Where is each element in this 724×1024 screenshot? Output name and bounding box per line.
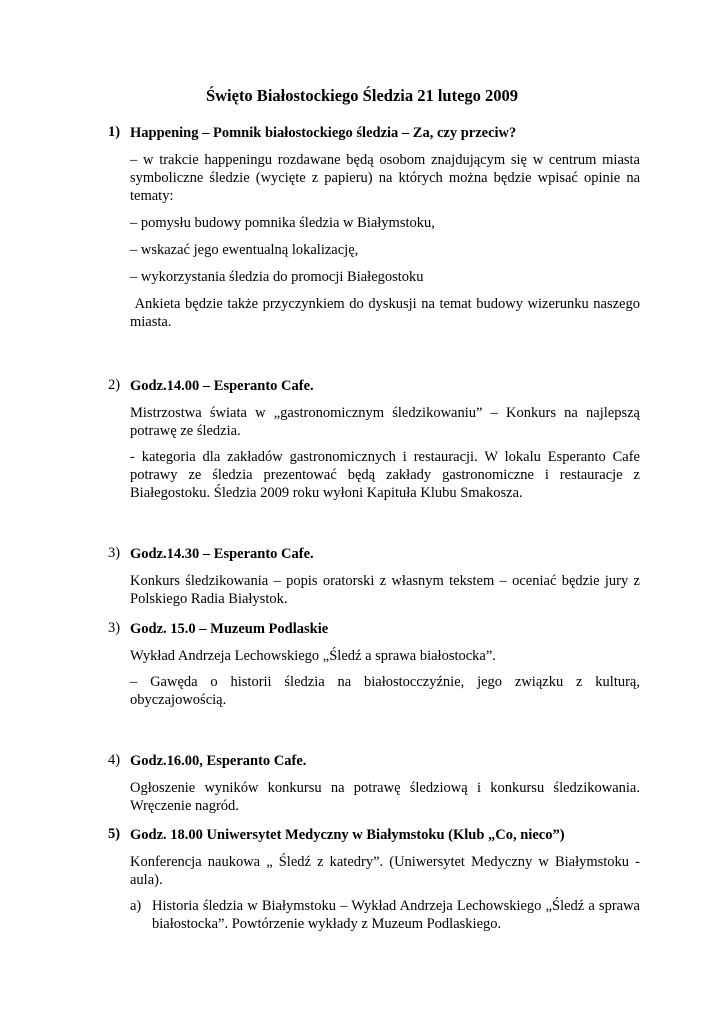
sub-item-label: a) bbox=[130, 898, 142, 914]
section-heading: Godz.14.00 – Esperanto Cafe. bbox=[130, 378, 314, 394]
page-title: Święto Białostockiego Śledzia 21 lutego 2009 bbox=[205, 86, 519, 105]
paragraph: – Gawęda o historii śledzia na białostocczyźnie, jego związku z kulturą, obyczajowością. bbox=[130, 674, 640, 708]
paragraph: – w trakcie happeningu rozdawane będą osobom znajdującym się w centrum miasta symboliczne śledzie (wycięte z papieru) na których można będzie wpisać opinie na tematy: bbox=[130, 152, 640, 204]
paragraph: Wykład Andrzeja Lechowskiego „Śledź a sprawa białostocka”. bbox=[130, 648, 496, 664]
sub-item bbox=[130, 897, 640, 933]
section-number: 3) bbox=[108, 620, 121, 636]
paragraph: Konferencja naukowa „ Śledź z katedry”. (Uniwersytet Medyczny w Białymstoku - aula). bbox=[130, 854, 640, 888]
paragraph: Ankieta będzie także przyczynkiem do dyskusji na temat budowy wizerunku naszego miasta. bbox=[130, 296, 644, 330]
section-heading: Godz. 15.0 – Muzeum Podlaskie bbox=[130, 621, 329, 637]
paragraph: – wykorzystania śledzia do promocji Białegostoku bbox=[130, 269, 424, 285]
section-3 bbox=[108, 545, 640, 608]
paragraph: – pomysłu budowy pomnika śledzia w Białymstoku, bbox=[130, 215, 435, 231]
paragraph: - kategoria dla zakładów gastronomicznych i restauracji. W lokalu Esperanto Cafe potrawy ze śledzia prezentować będą zakłady gastronomiczne i restauracje z Białegostoku. Śledzia 2009 roku wyłoni Kapituła Klubu Smakosza. bbox=[130, 449, 640, 501]
section-heading: Godz.16.00, Esperanto Cafe. bbox=[130, 753, 307, 769]
section-3b bbox=[108, 620, 640, 709]
section-heading: Happening – Pomnik białostockiego śledzia – Za, czy przeciw? bbox=[130, 125, 517, 141]
paragraph: – wskazać jego ewentualną lokalizację, bbox=[130, 242, 359, 258]
section-number: 5) bbox=[108, 826, 121, 842]
paragraph: Ogłoszenie wyników konkursu na potrawę śledziową i konkursu śledzikowania. Wręczenie nagród. bbox=[130, 780, 640, 814]
sub-item-text: Historia śledzia w Białymstoku – Wykład Andrzeja Lechowskiego „Śledź a sprawa białostocka”. Powtórzenie wykłady z Muzeum Podlaskiego. bbox=[152, 898, 640, 932]
section-4 bbox=[108, 752, 640, 815]
section-heading: Godz.14.30 – Esperanto Cafe. bbox=[130, 546, 314, 562]
section-1 bbox=[108, 124, 644, 331]
paragraph: Mistrzostwa świata w „gastronomicznym śledzikowaniu” – Konkurs na najlepszą potrawę ze śledzia. bbox=[130, 405, 640, 439]
section-number: 2) bbox=[108, 377, 121, 393]
section-2 bbox=[108, 377, 640, 502]
paragraph: Konkurs śledzikowania – popis oratorski z własnym tekstem – oceniać będzie jury z Polskiego Radia Białystok. bbox=[130, 573, 640, 607]
section-heading: Godz. 18.00 Uniwersytet Medyczny w Białymstoku (Klub „Co, nieco”) bbox=[130, 827, 565, 843]
section-number: 3) bbox=[108, 545, 121, 561]
section-number: 1) bbox=[108, 124, 121, 140]
section-5 bbox=[108, 826, 640, 933]
section-number: 4) bbox=[108, 752, 121, 768]
